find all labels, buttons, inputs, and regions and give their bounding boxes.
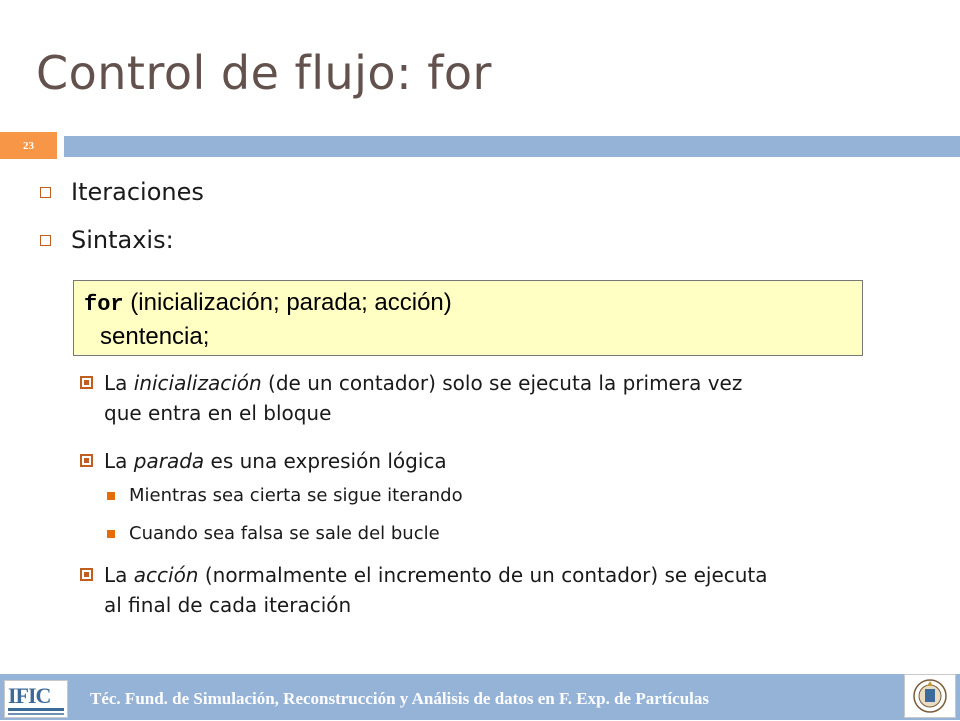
header-rule [64, 136, 960, 157]
ific-logo [4, 680, 68, 718]
subdetail-text: Cuando sea falsa se sale del bucle [129, 523, 440, 544]
slide-number: 23 [0, 132, 57, 159]
detail-prefix: La [104, 371, 134, 395]
square-in-square-icon [80, 454, 93, 467]
syntax-code-box [73, 280, 863, 356]
detail-term: inicialización [133, 371, 262, 395]
filled-square-icon [107, 492, 115, 500]
code-keyword: for [84, 292, 124, 317]
detail-term: acción [133, 563, 199, 587]
code-line-1-text: (inicialización; parada; acción) [123, 289, 452, 316]
square-in-square-icon [80, 376, 93, 389]
detail-text: (de un contador) solo se ejecuta la primera vez [261, 371, 743, 395]
square-in-square-icon [80, 568, 93, 581]
code-line-1 [84, 287, 862, 321]
seal-graphic [905, 675, 955, 717]
detail-text-line2: al final de cada iteración [104, 593, 352, 617]
bullet-sintaxis [40, 226, 174, 254]
bullet-text: Iteraciones [71, 178, 204, 206]
detail-parada [80, 446, 940, 476]
university-seal-icon [904, 674, 956, 718]
subdetail-text: Mientras sea cierta se sigue iterando [129, 485, 463, 506]
detail-text-line2: que entra en el bloque [104, 401, 332, 425]
detail-inicializacion [80, 368, 940, 428]
code-line-2: sentencia; [100, 323, 210, 350]
detail-term: parada [133, 449, 205, 473]
detail-prefix: La [104, 563, 134, 587]
footer-course-title: Téc. Fund. de Simulación, Reconstrucción y Análisis de datos en F. Exp. de Partículas [90, 689, 709, 708]
bullet-text: Sintaxis: [71, 226, 174, 254]
detail-parada-sub-1 [107, 485, 463, 506]
filled-square-icon [107, 530, 115, 538]
detail-text: es una expresión lógica [204, 449, 447, 473]
detail-prefix: La [104, 449, 134, 473]
detail-text: (normalmente el incremento de un contador) se ejecuta [198, 563, 768, 587]
bullet-iteraciones [40, 178, 204, 206]
detail-parada-sub-2 [107, 523, 440, 544]
detail-accion [80, 560, 940, 620]
hollow-square-icon [40, 187, 51, 198]
slide-title: Control de flujo: for [36, 46, 492, 100]
hollow-square-icon [40, 235, 51, 246]
ific-logo-text: IFIC [8, 683, 51, 708]
